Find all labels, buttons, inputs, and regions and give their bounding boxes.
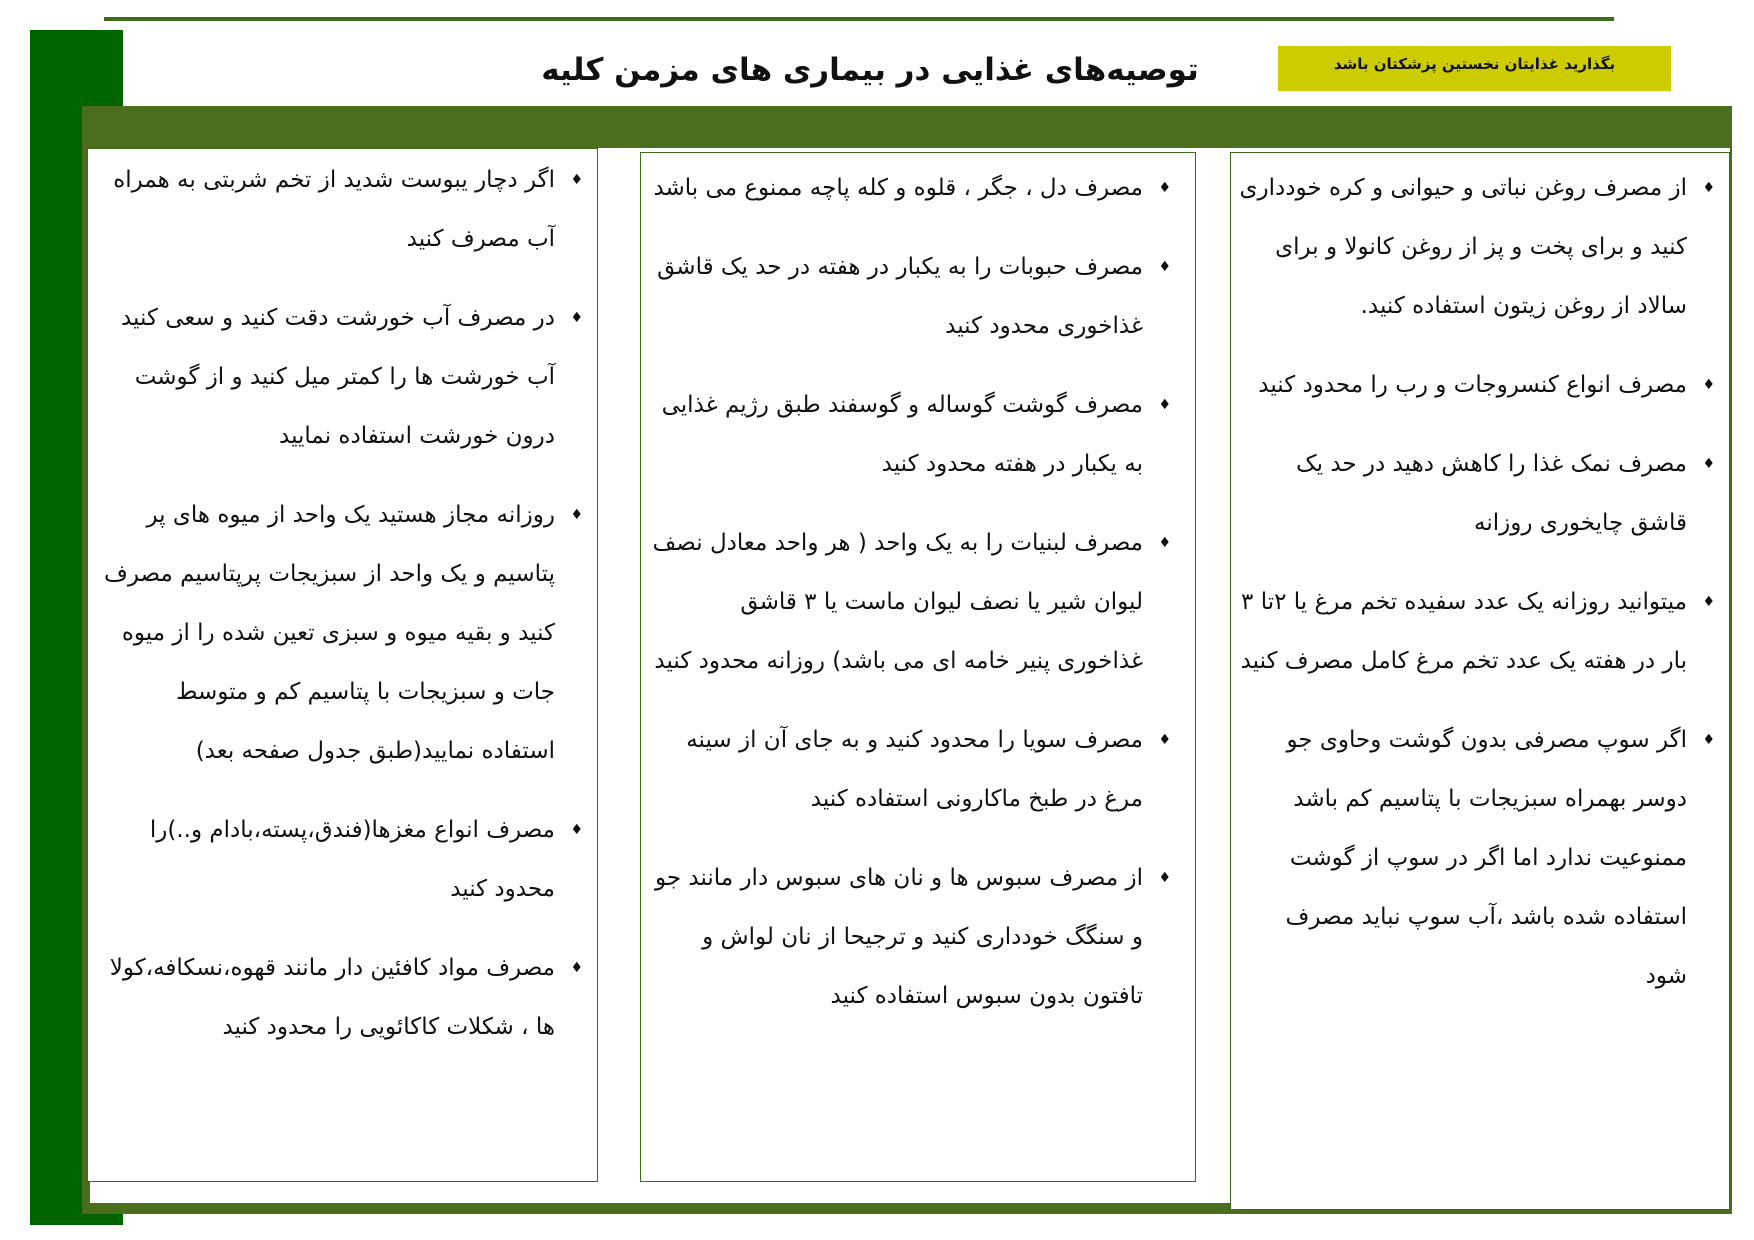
list-item: ♦ مصرف مواد کافئین دار مانند قهوه،نسکافه،کولا ها ، شکلات کاکائویی را محدود کنید [96, 939, 585, 1057]
list-item: ♦ از مصرف سبوس ها و نان های سبوس دار مانند جو و سنگگ خودداری کنید و ترجیحا از نان لواش و تافتون بدون سبوس استفاده کنید [649, 849, 1173, 1026]
list-item: ♦ روزانه مجاز هستید یک واحد از میوه های پر پتاسیم و یک واحد از سبزیجات پرپتاسیم مصرف کنید و بقیه میوه و سبزی تعین شده را از میوه جات و سبزیجات با پتاسیم کم و متوسط استفاده نمایید(طبق جدول صفحه بعد) [96, 486, 585, 781]
list-item: ♦ مصرف انواع کنسروجات و رب را محدود کنید [1239, 356, 1717, 415]
list-item: ♦ مصرف لبنیات را به یک واحد ( هر واحد معادل نصف لیوان شیر یا نصف لیوان ماست یا ۳ قاشق غذاخوری پنیر خامه ای می باشد) روزانه محدود کنید [649, 514, 1173, 691]
slogan-banner: بگذارید غذایتان نخستین پزشکتان باشد [1278, 46, 1671, 91]
list-item: ♦ مصرف حبوبات را به یکبار در هفته در حد یک قاشق غذاخوری محدود کنید [649, 238, 1173, 356]
column-right [1230, 152, 1730, 1210]
list-item: ♦ مصرف سویا را محدود کنید و به جای آن از سینه مرغ در طبخ ماکارونی استفاده کنید [649, 711, 1173, 829]
list-item: ♦ اگر دچار یبوست شدید از تخم شربتی به همراه آب مصرف کنید [96, 151, 585, 269]
list-item: ♦ میتوانید روزانه یک عدد سفیده تخم مرغ یا ۲تا ۳ بار در هفته یک عدد تخم مرغ کامل مصرف کنید [1239, 573, 1717, 691]
list-item: ♦ در مصرف آب خورشت دقت کنید و سعی کنید آب خورشت ها را کمتر میل کنید و از گوشت درون خورشت استفاده نمایید [96, 289, 585, 466]
list-item: ♦ مصرف انواع مغزها(فندق،پسته،بادام و..)را محدود کنید [96, 801, 585, 919]
bullet-list-left [96, 151, 585, 1057]
bullet-list-middle [649, 159, 1173, 1026]
top-rule [104, 17, 1614, 21]
list-item: ♦ مصرف دل ، جگر ، قلوه و کله پاچه ممنوع می باشد [649, 159, 1173, 218]
page-title: توصیه‌های غذایی در بیماری های مزمن کلیه [541, 52, 1199, 88]
list-item: ♦ مصرف گوشت گوساله و گوسفند طبق رژیم غذایی به یکبار در هفته محدود کنید [649, 376, 1173, 494]
column-left [87, 148, 598, 1182]
bullet-list-right [1239, 159, 1717, 1006]
list-item: ♦ از مصرف روغن نباتی و حیوانی و کره خودداری کنید و برای پخت و پز از روغن کانولا و برای سالاد از روغن زیتون استفاده کنید. [1239, 159, 1717, 336]
list-item: ♦ مصرف نمک غذا را کاهش دهید در حد یک قاشق چایخوری روزانه [1239, 435, 1717, 553]
column-middle [640, 152, 1196, 1182]
list-item: ♦ اگر سوپ مصرفی بدون گوشت وحاوی جو دوسر بهمراه سبزیجات با پتاسیم کم باشد ممنوعیت ندارد اما اگر در سوپ از گوشت استفاده شده باشد ،آب سوپ نباید مصرف شود [1239, 711, 1717, 1006]
